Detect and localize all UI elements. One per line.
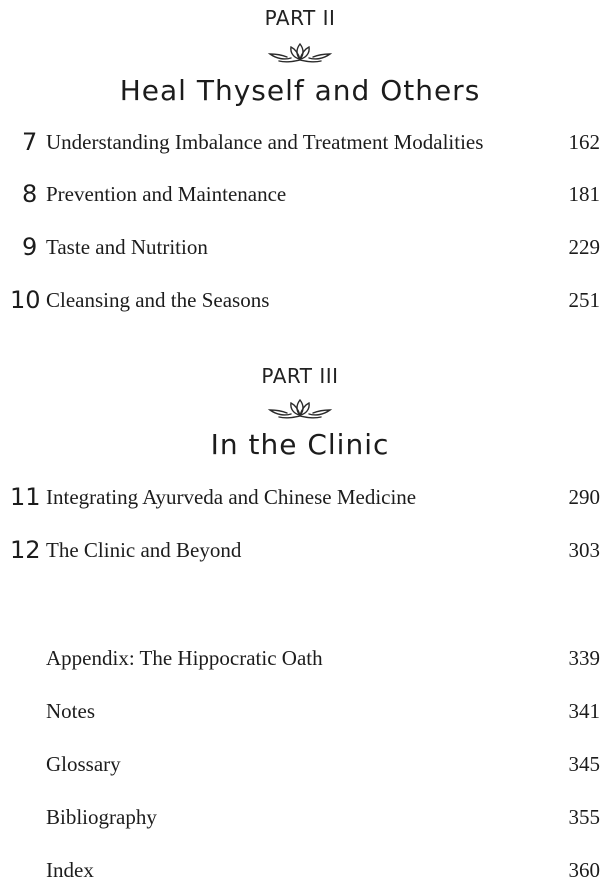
page-number: 229 bbox=[568, 235, 600, 259]
chapter-number: 9 bbox=[22, 233, 38, 261]
toc-row[interactable] bbox=[0, 231, 600, 263]
toc-row[interactable] bbox=[0, 284, 600, 316]
chapter-title: Prevention and Maintenance bbox=[46, 182, 287, 206]
toc-row[interactable] bbox=[0, 748, 600, 780]
back-matter-title: Index bbox=[46, 858, 94, 882]
chapter-title: The Clinic and Beyond bbox=[46, 538, 242, 562]
page-number: 181 bbox=[568, 182, 600, 206]
chapter-title: Understanding Imbalance and Treatment Modalities bbox=[46, 130, 484, 154]
chapter-title: Integrating Ayurveda and Chinese Medicine bbox=[46, 485, 417, 509]
toc-row[interactable] bbox=[0, 178, 600, 210]
toc-row[interactable] bbox=[0, 695, 600, 727]
chapter-number: 12 bbox=[10, 536, 41, 564]
page-number: 345 bbox=[568, 752, 600, 776]
page-number: 355 bbox=[568, 805, 600, 829]
chapter-number: 11 bbox=[10, 483, 41, 511]
page-number: 360 bbox=[568, 858, 600, 882]
page-number: 162 bbox=[568, 130, 600, 154]
back-matter-title: Notes bbox=[46, 699, 95, 723]
chapter-number: 7 bbox=[22, 128, 38, 156]
chapter-number: 10 bbox=[10, 286, 41, 314]
back-matter-title: Bibliography bbox=[46, 805, 157, 829]
part-three-label: PART III bbox=[261, 364, 339, 388]
chapter-title: Cleansing and the Seasons bbox=[46, 288, 270, 312]
chapter-title: Taste and Nutrition bbox=[46, 235, 208, 259]
part-two-title: Heal Thyself and Others bbox=[119, 74, 481, 107]
toc-row[interactable] bbox=[0, 854, 600, 886]
page-number: 290 bbox=[568, 485, 600, 509]
back-matter-title: Appendix: The Hippocratic Oath bbox=[46, 646, 323, 670]
back-matter-title: Glossary bbox=[46, 752, 121, 776]
lotus-flourish-icon bbox=[0, 396, 600, 420]
page-number: 251 bbox=[568, 288, 600, 312]
chapter-number: 8 bbox=[22, 180, 38, 208]
part-three-title: In the Clinic bbox=[210, 428, 390, 461]
page-number: 303 bbox=[568, 538, 600, 562]
page-number: 341 bbox=[568, 699, 600, 723]
toc-row[interactable] bbox=[0, 126, 600, 158]
toc-row[interactable] bbox=[0, 481, 600, 513]
page-number: 339 bbox=[568, 646, 600, 670]
toc-row[interactable] bbox=[0, 801, 600, 833]
part-two-label: PART II bbox=[264, 6, 336, 30]
toc-row[interactable] bbox=[0, 534, 600, 566]
toc-row[interactable] bbox=[0, 642, 600, 674]
lotus-flourish-icon bbox=[0, 40, 600, 64]
